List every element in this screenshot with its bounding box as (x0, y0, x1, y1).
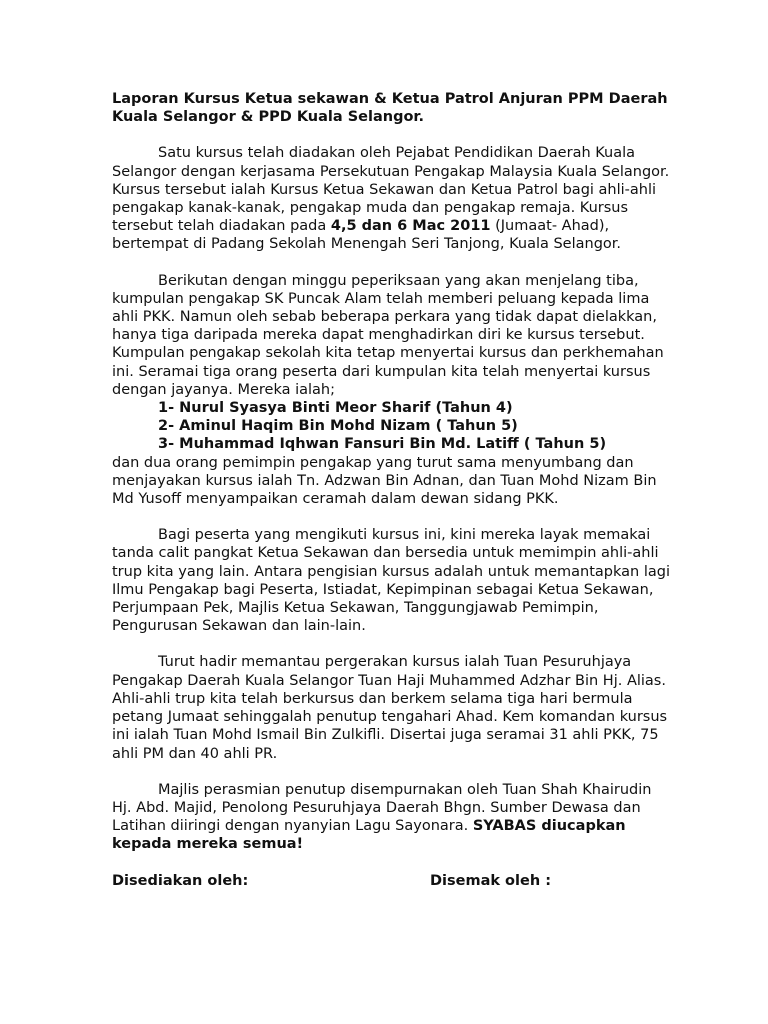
participant-item: 1- Nurul Syasya Binti Meor Sharif (Tahun 4) (158, 400, 513, 417)
checked-by-label: Disemak oleh : (430, 872, 551, 889)
closing-congratulations: SYABAS diucapkan kepada mereka semua! (112, 818, 626, 853)
paragraph-course-content: Bagi peserta yang mengikuti kursus ini, kini mereka layak memakai tanda calit pangkat Ketua Sekawan dan bersedia untuk memimpin ahli-ahli trup kita yang lain. Antara pengisian kursus adalah untuk memantapkan lagi Ilmu Pengakap bagi Peserta, Istiadat, Kepimpinan sebagai Ketua Sekawan, Perjumpaan Pek, Majlis Ketua Sekawan, Tanggungjawab Pemimpin, Pengurusan Sekawan dan lain-lain. (112, 527, 670, 635)
participant-item: 2- Aminul Haqim Bin Mohd Nizam ( Tahun 5) (158, 418, 518, 435)
participant-item: 3- Muhammad Iqhwan Fansuri Bin Md. Latiff ( Tahun 5) (158, 436, 607, 453)
participant-list (112, 399, 672, 454)
document-page (112, 90, 672, 892)
intro-text-end: (Jumaat- Ahad), bertempat di Padang Sekolah Menengah Seri Tanjong, Kuala Selangor. (112, 218, 622, 253)
paragraph-intro (112, 144, 672, 253)
document-title: Laporan Kursus Ketua sekawan & Ketua Patrol Anjuran PPM Daerah Kuala Selangor & PPD Kuala Selangor. (112, 91, 668, 126)
intro-text: Satu kursus telah diadakan oleh Pejabat Pendidikan Daerah Kuala Selangor dengan kerjasama Persekutuan Pengakap Malaysia Kuala Selangor. Kursus tersebut ialah Kursus Ketua Sekawan dan Ketua Patrol bagi ahli-ahli pengakap kanak-kanak, pengakap muda dan pengakap remaja. Kursus tersebut telah diadakan pada (112, 145, 670, 235)
course-date: 4,5 dan 6 Mac 2011 (330, 218, 491, 235)
closing-text: Majlis perasmian penutup disempurnakan oleh Tuan Shah Khairudin Hj. Abd. Majid, Penolong Pesuruhjaya Daerah Bhgn. Sumber Dewasa dan Latihan diiringi dengan nyanyian Lagu Sayonara. (112, 781, 652, 835)
prepared-by-label: Disediakan oleh: (112, 872, 249, 889)
signature-row (112, 872, 672, 892)
paragraph-attendance: Turut hadir memantau pergerakan kursus ialah Tuan Pesuruhjaya Pengakap Daerah Kuala Selangor Tuan Haji Muhammed Adzhar Bin Hj. Alias. Ahli-ahli trup kita telah berkursus dan berkem selama tiga hari bermula petang Jumaat sehinggalah penutup tengahari Ahad. Kem komandan kursus ini ialah Tuan Mohd Ismail Bin Zulkifli. Disertai juga seramai 31 ahli PKK, 75 ahli PM dan 40 ahli PR. (112, 654, 668, 762)
paragraph-participation: Berikutan dengan minggu peperiksaan yang akan menjelang tiba, kumpulan pengakap SK Puncak Alam telah memberi peluang kepada lima ahli PKK. Namun oleh sebab beberapa perkara yang tidak dapat dielakkan, hanya tiga daripada mereka dapat menghadirkan diri ke kursus tersebut. Kumpulan pengakap sekolah kita tetap menyertai kursus dan perkhemahan ini. Seramai tiga orang peserta dari kumpulan kita telah menyertai kursus dengan jayanya. Mereka ialah; (112, 272, 664, 398)
paragraph-leaders: dan dua orang pemimpin pengakap yang turut sama menyumbang dan menjayakan kursus ialah Tn. Adzwan Bin Adnan, dan Tuan Mohd Nizam Bin Md Yusoff menyampaikan ceramah dalam dewan sidang PKK. (112, 454, 657, 508)
paragraph-closing (112, 781, 672, 854)
